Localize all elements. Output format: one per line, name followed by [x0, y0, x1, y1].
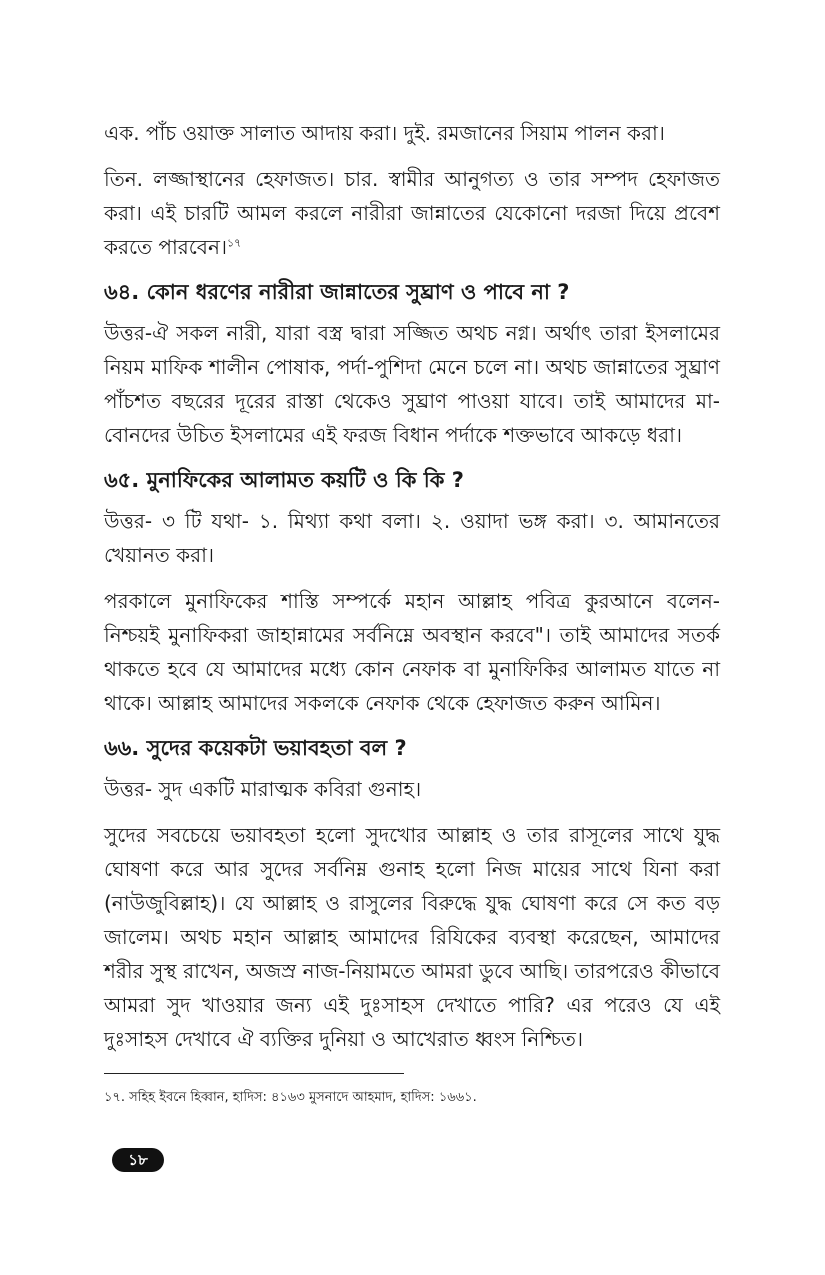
answer-64: উত্তর-ঐ সকল নারী, যারা বস্ত্র দ্বারা সজ্জিত অথচ নগ্ন। অর্থাৎ তারা ইসলামের নিয়ম মাফিক শালীন পোষাক, পর্দা-পুশিদা মেনে চলে না। অথচ জান্নাতের সুঘ্রাণ পাঁচশত বছরের দূরের রাস্তা থেকেও সুঘ্রাণ পাওয়া যাবে। তাই আমাদের মা-বোনদের উচিত ইসলামের এই ফরজ বিধান পর্দাকে শক্তভাবে আকড়ে ধরা।: [104, 321, 720, 447]
footnote: ১৭. সহিহ ইবনে হিব্বান, হাদিস: ৪১৬৩ মুসনাদে আহমাদ, হাদিস: ১৬৬১.: [104, 1090, 477, 1105]
answer-65-detail: পরকালে মুনাফিকের শাস্তি সম্পর্কে মহান আল্লাহ পবিত্র কুরআনে বলেন- নিশ্চয়ই মুনাফিকরা জাহান্নামের সর্বনিম্নে অবস্থান করবে"। তাই আমাদের সতর্ক থাকতে হবে যে আমাদের মধ্যে কোন নেফাক বা মুনাফিকির আলামত যাতে না থাকে। আল্লাহ আমাদের সকলকে নেফাক থেকে হেফাজত করুন আমিন।: [104, 589, 720, 715]
page-body: [104, 116, 720, 1056]
question-65-heading: ৬৫. মুনাফিকের আলামত কয়টি ও কি কি ?: [104, 468, 464, 492]
answer-66: উত্তর- সুদ একটি মারাত্মক কবিরা গুনাহ।: [104, 777, 422, 801]
paragraph-conditions-1: এক. পাঁচ ওয়াক্ত সালাত আদায় করা। দুই. রমজানের সিয়াম পালন করা।: [104, 121, 665, 145]
answer-65: উত্তর- ৩ টি যথা- ১. মিথ্যা কথা বলা। ২. ওয়াদা ভঙ্গ করা। ৩. আমানতের খেয়ানত করা।: [104, 509, 720, 567]
question-66-heading: ৬৬. সুদের কয়েকটা ভয়াবহতা বল ?: [104, 736, 407, 760]
paragraph-conditions-2-text: তিন. লজ্জাস্থানের হেফাজত। চার. স্বামীর আনুগত্য ও তার সম্পদ হেফাজত করা। এই চারটি আমল করলে নারীরা জান্নাতের যেকোনো দরজা দিয়ে প্রবেশ করতে পারবেন।: [104, 167, 720, 259]
question-64-heading: ৬৪. কোন ধরণের নারীরা জান্নাতের সুঘ্রাণ ও পাবে না ?: [104, 280, 570, 304]
answer-66-detail: সুদের সবচেয়ে ভয়াবহতা হলো সুদখোর আল্লাহ ও তার রাসূলের সাথে যুদ্ধ ঘোষণা করে আর সুদের সর্বনিম্ন গুনাহ হলো নিজ মায়ের সাথে যিনা করা (নাউজুবিল্লাহ)। যে আল্লাহ ও রাসুলের বিরুদ্ধে যুদ্ধ ঘোষণা করে সে কত বড় জালেম। অথচ মহান আল্লাহ আমাদের রিযিকের ব্যবস্থা করেছেন, আমাদের শরীর সুস্থ রাখেন, অজস্র নাজ-নিয়ামতে আমরা ডুবে আছি। তারপরেও কীভাবে আমরা সুদ খাওয়ার জন্য এই দুঃসাহস দেখাতে পারি? এর পরেও যে এই দুঃসাহস দেখাবে ঐ ব্যক্তির দুনিয়া ও আখেরাত ধ্বংস নিশ্চিত।: [104, 823, 720, 1051]
footnote-divider: [104, 1073, 404, 1074]
footnote-ref: ১৭: [227, 236, 242, 250]
paragraph-conditions-2: [104, 162, 720, 264]
page-number-badge: ১৮: [112, 1148, 164, 1172]
